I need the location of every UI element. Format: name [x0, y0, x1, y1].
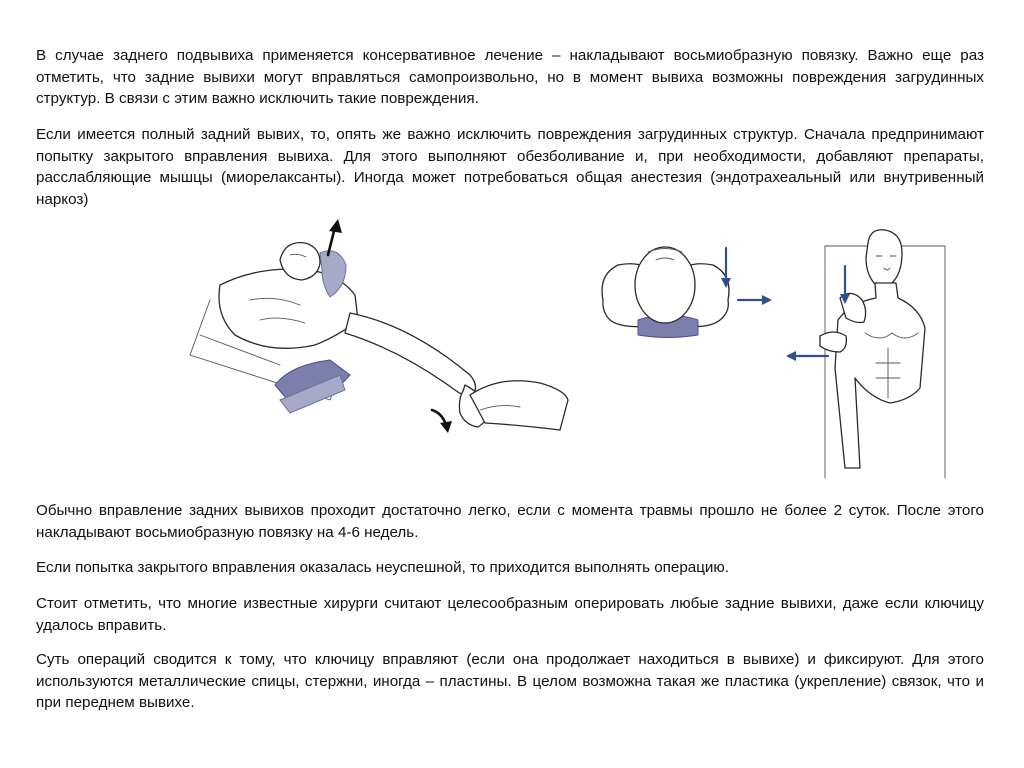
paragraph-complete-posterior-dislocation: Если имеется полный задний вывих, то, опять же важно исключить повреждения загрудинных структур. Сначала предпринимают попытку закрытого вправления вывиха. Для этого выполняют обезболивание и, при необходимости, добавляют препараты, расслабляющие мышцы (миорелаксанты). Иногда может потребоваться общая анестезия (эндотрахеальный или внутривенный наркоз) [36, 126, 984, 208]
illustration-standing-patient [780, 228, 955, 488]
illustration-head-top-view [598, 240, 778, 340]
paragraph-operation-essence: Суть операций сводится к тому, что ключицу вправляют (если она продолжает находиться в вывихе) и фиксируют. Для этого используются металлические спицы, стержни, иногда – пластины. В целом возможна такая же пластика (укрепление) связок, что и при переднем вывихе. [36, 651, 984, 711]
paragraph-failed-reduction: Если попытка закрытого вправления оказалась неуспешной, то приходится выполнять операцию. [36, 559, 730, 576]
paragraph-posterior-subluxation: В случае заднего подвывиха применяется консервативное лечение – накладывают восьмиобразную повязку. Важно еще раз отметить, что задние вывихи могут вправляться самопроизвольно, но в момент вывиха возможны повреждения загрудинных структур. В связи с этим важно исключить такие повреждения. [36, 47, 984, 107]
illustration-supine-traction [180, 225, 570, 455]
paragraph-reduction-timing: Обычно вправление задних вывихов проходит достаточно легко, если с момента травмы прошло не более 2 суток. После этого накладывают восьмиобразную повязку на 4-6 недель. [36, 502, 984, 541]
paragraph-surgeons-opinion: Стоит отметить, что многие известные хирурги считают целесообразным оперировать любые задние вывихи, даже если ключицу удалось вправить. [36, 595, 984, 634]
